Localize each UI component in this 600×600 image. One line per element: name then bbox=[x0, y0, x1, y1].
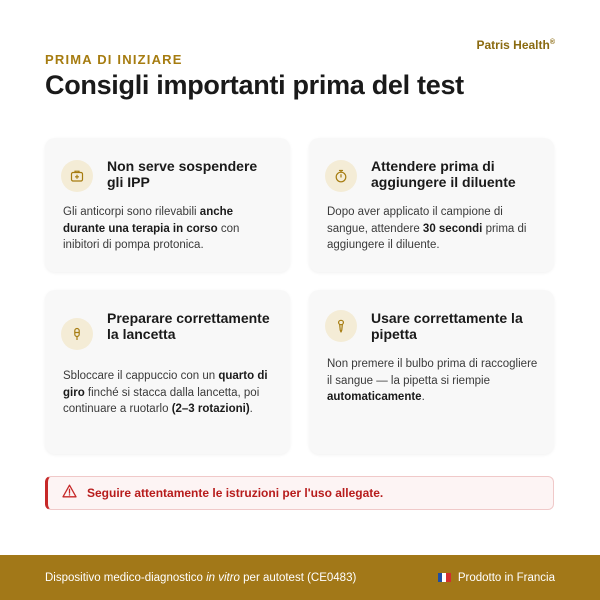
warning-text: Seguire attentamente le istruzioni per l'uso allegate. bbox=[87, 486, 384, 500]
body-segment: Dopo aver applicato il campione di sangue, attendere bbox=[327, 206, 503, 235]
footer-bar bbox=[0, 555, 600, 600]
body-emphasis: quarto di giro bbox=[63, 370, 268, 399]
france-flag-icon bbox=[438, 573, 451, 582]
card-title: Attendere prima di aggiungere il diluente bbox=[371, 158, 516, 190]
body-emphasis: 30 secondi bbox=[422, 222, 483, 235]
brand-name: Patris Health bbox=[476, 38, 550, 52]
footer-text: Dispositivo medico-diagnostico bbox=[45, 571, 207, 584]
card-body bbox=[63, 204, 276, 254]
warning-banner bbox=[45, 476, 554, 510]
footer-text: per autotest (CE0483) bbox=[239, 571, 357, 584]
body-emphasis: (2–3 rotazioni) bbox=[171, 403, 250, 415]
footer-origin bbox=[438, 572, 555, 584]
body-emphasis: automaticamente bbox=[327, 391, 422, 403]
card-title: Usare correttamente la pipetta bbox=[371, 310, 523, 342]
card-body bbox=[327, 204, 540, 254]
body-segment: . bbox=[421, 391, 425, 403]
card-title: Non serve sospendere gli IPP bbox=[107, 158, 258, 190]
lancet-icon bbox=[61, 318, 93, 350]
body-segment: Sbloccare il cappuccio con un bbox=[63, 370, 219, 382]
tip-card-ipp bbox=[45, 138, 290, 272]
warning-icon bbox=[62, 484, 77, 503]
card-title: Preparare correttamente la lancetta bbox=[107, 310, 270, 342]
body-segment: con inibitori di pompa protonica. bbox=[63, 222, 240, 251]
pipette-icon bbox=[325, 310, 357, 342]
stopwatch-icon bbox=[325, 160, 357, 192]
tip-card-pipette bbox=[309, 290, 554, 454]
page-title: Consigli importanti prima del test bbox=[45, 70, 464, 100]
card-body bbox=[327, 356, 540, 406]
body-segment: Non premere il bulbo prima di raccogliere il sangue — la pipetta si riempie bbox=[327, 358, 538, 387]
medical-kit-icon bbox=[61, 160, 93, 192]
body-segment: . bbox=[249, 403, 253, 415]
brand-logo bbox=[476, 38, 555, 52]
body-segment: prima di aggiungere il diluente. bbox=[327, 222, 527, 251]
tip-card-lancet bbox=[45, 290, 290, 454]
tip-card-diluent bbox=[309, 138, 554, 272]
body-emphasis: anche durante una terapia in corso bbox=[63, 206, 234, 235]
eyebrow-label: PRIMA DI INIZIARE bbox=[45, 52, 183, 67]
card-body bbox=[63, 368, 276, 418]
brand-registered-mark: ® bbox=[549, 39, 555, 46]
body-segment: finché si stacca dalla lancetta, poi continuare a ruotarlo bbox=[63, 386, 260, 415]
body-segment: Gli anticorpi sono rilevabili bbox=[63, 206, 200, 218]
footer-disclaimer bbox=[45, 572, 356, 584]
origin-text: Prodotto in Francia bbox=[457, 571, 555, 584]
footer-italic: in vitro bbox=[206, 571, 240, 584]
